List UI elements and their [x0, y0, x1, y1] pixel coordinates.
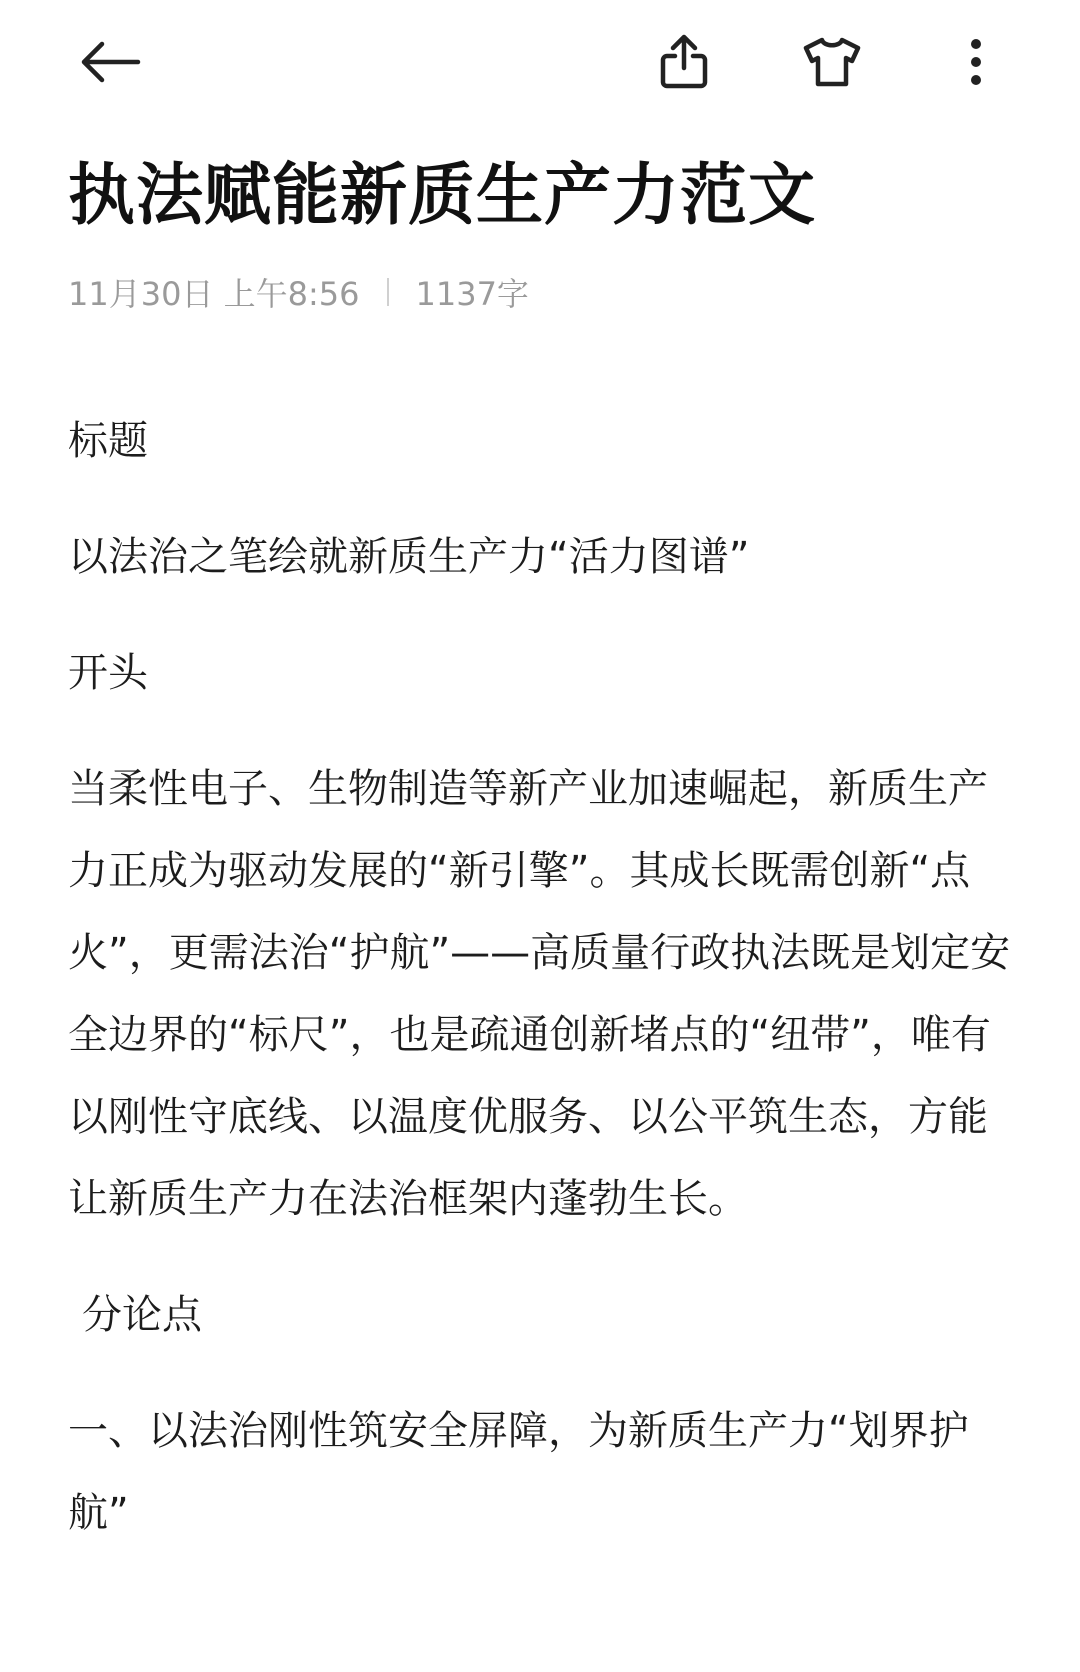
paragraph: 当柔性电子、生物制造等新产业加速崛起，新质生产力正成为驱动发展的“新引擎”。其成长既需创新“点火”，更需法治“护航”——高质量行政执法既是划定安全边界的“标尺”，也是疏通创新堵点的“纽带”，唯有以刚性守底线、以温度优服务、以公平筑生态，方能让新质生产力在法治框架内蓬勃生长。	[68, 766, 1011, 1222]
tshirt-icon	[802, 36, 862, 88]
arrow-left-icon	[78, 40, 142, 84]
theme-button[interactable]	[792, 22, 872, 102]
more-vertical-icon	[966, 37, 986, 87]
note-meta	[68, 270, 529, 314]
paragraph: 开头	[68, 650, 148, 696]
note-date: 11月30日 上午8:56	[68, 275, 360, 313]
share-button[interactable]	[644, 22, 724, 102]
note-body[interactable]	[68, 400, 1018, 1588]
share-icon	[659, 34, 709, 90]
back-button[interactable]	[70, 22, 150, 102]
note-title[interactable]: 执法赋能新质生产力范文	[68, 156, 816, 234]
paragraph: 标题	[68, 418, 148, 464]
top-toolbar	[0, 0, 1080, 130]
paragraph: 以法治之笔绘就新质生产力“活力图谱”	[68, 534, 750, 580]
paragraph: 分论点	[82, 1292, 202, 1338]
word-count: 1137字	[415, 275, 529, 313]
more-button[interactable]	[936, 22, 1016, 102]
paragraph: 一、以法治刚性筑安全屏障，为新质生产力“划界护航”	[68, 1408, 969, 1536]
meta-divider	[387, 278, 389, 306]
